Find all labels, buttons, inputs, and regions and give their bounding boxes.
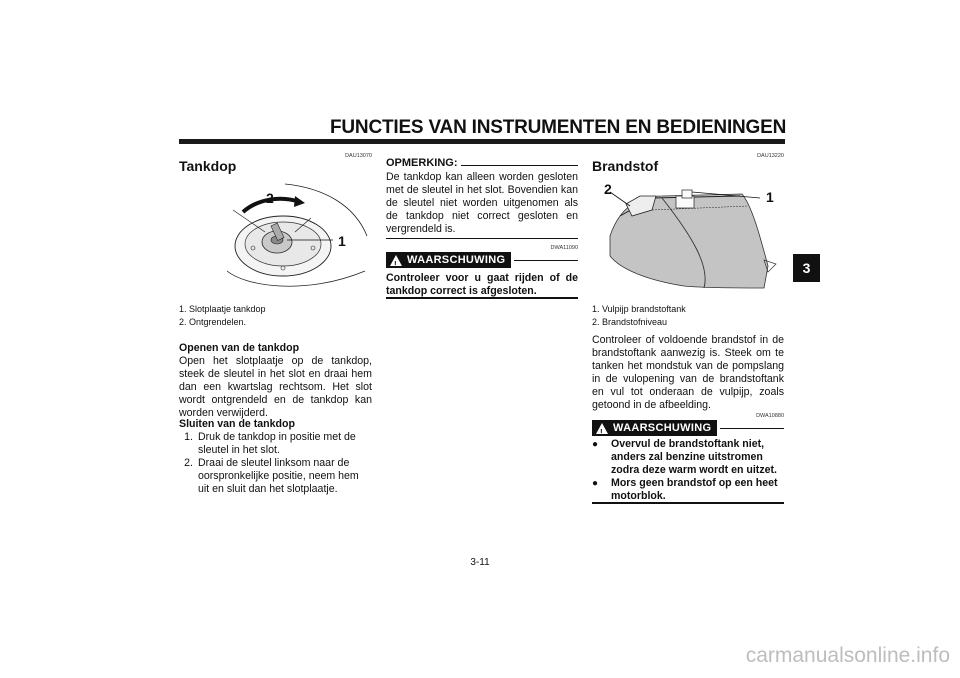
heading-sluiten: Sluiten van de tankdop [179,418,295,430]
warning-code: DWA10880 [756,413,784,419]
figure-label-2: 2 [266,190,274,206]
fuel-tank-figure [592,176,784,301]
page-number: 3-11 [470,557,490,568]
section-code: DAU13070 [345,153,372,159]
fuel-tank-illustration [592,176,784,301]
warning-bullets [592,438,784,503]
warning-rule [720,428,784,429]
fuel-cap-illustration [225,176,370,296]
note-end-rule [386,238,578,239]
caption-1: 1. Vulpijp brandstoftank [592,304,686,314]
bullet-icon: ● [592,478,599,489]
warning-header [592,420,784,436]
fuel-cap-figure [225,176,370,296]
list-item: 2. Draai de sleutel linksom naar de oorspronkelijke positie, neem hem uit en sluit dan het slotplaatje. [184,457,359,495]
figure-label-1: 1 [766,189,774,205]
figure-label-1: 1 [338,233,346,249]
section-title-tankdop: Tankdop [179,158,237,174]
warning-code: DWA11090 [550,245,578,251]
warning-icon: ! [390,255,402,266]
warning-icon: ! [596,423,608,434]
caption-2: 2. Ontgrendelen. [179,317,247,327]
warning-badge: ! WAARSCHUWING [592,420,717,436]
list-item: 1. Druk de tankdop in positie met de sleutel in het slot. [184,431,356,456]
warning-end-rule [592,502,784,504]
steps-sluiten [179,431,372,496]
warning-text: Controleer voor u gaat rijden of de tankdop correct is afgesloten. [386,272,578,297]
note-header [386,157,578,169]
header-rule [179,139,785,144]
page-header-title: FUNCTIES VAN INSTRUMENTEN EN BEDIENINGEN [330,117,787,138]
warning-header [386,252,578,268]
warning-end-rule [386,297,578,299]
section-code: DAU13220 [757,153,784,159]
warning-badge: ! WAARSCHUWING [386,252,511,268]
note-rule [461,165,579,166]
bullet-icon: ● [592,439,599,450]
paragraph-openen: Open het slotplaatje op de tankdop, steek de sleutel in het slot en draai hem dan een kwartslag rechtsom. Het slot wordt ontgrendeld en de tankdop kan worden verwijderd. [179,355,372,419]
list-item: ● Mors geen brandstof op een heet motorblok. [592,477,778,502]
warning-rule [514,260,578,261]
heading-openen: Openen van de tankdop [179,342,300,354]
note-text: De tankdop kan alleen worden gesloten met de sleutel in het slot. Bovendien kan de sleutel niet worden uitgenomen als de tankdop niet correct gesloten en vergrendeld is. [386,171,578,235]
figure-label-2: 2 [604,181,612,197]
list-item: ● Overvul de brandstoftank niet, anders zal benzine uitstromen zodra deze warm wordt en uitzet. [592,438,777,476]
watermark: carmanualsonline.info [745,644,950,667]
caption-2: 2. Brandstofniveau [592,317,668,327]
section-title-brandstof: Brandstof [592,158,659,174]
chapter-tab: 3 [793,254,820,282]
caption-1: 1. Slotplaatje tankdop [179,304,266,314]
note-heading: OPMERKING: [386,157,458,169]
paragraph-brandstof: Controleer of voldoende brandstof in de brandstoftank aanwezig is. Steek om te tanken het mondstuk van de pompslang in de vulopening van de brandstoftank en vul tot onderaan de vulpijp, zoals getoond in de afbeelding. [592,334,784,411]
